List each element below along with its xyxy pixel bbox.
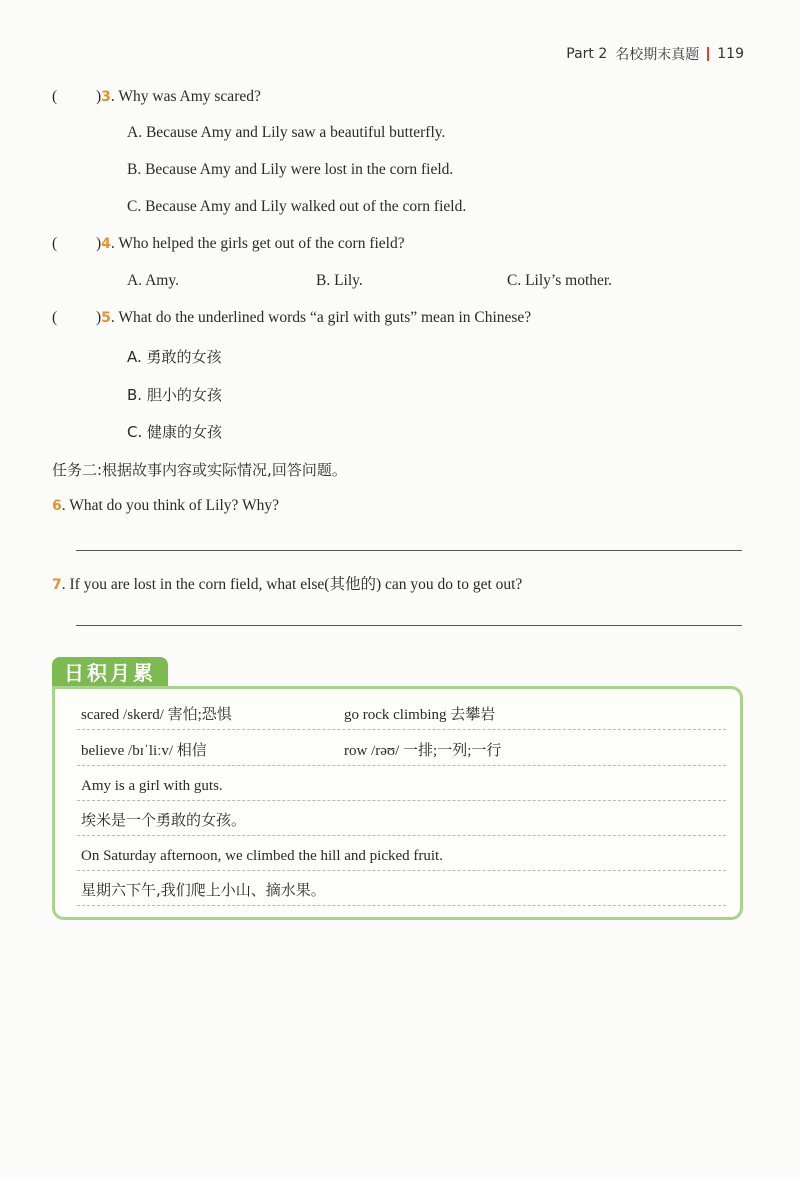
option-4b: B. Lily. — [316, 272, 363, 289]
answer-bracket-close: ) — [96, 235, 102, 252]
task2-title: 任务二:根据故事内容或实际情况,回答问题。 — [52, 461, 347, 479]
option-4a: A. Amy. — [127, 272, 179, 289]
vocab-row — [77, 836, 726, 871]
question-text: . What do you think of Lily? Why? — [61, 497, 279, 514]
vocab-sentence: On Saturday afternoon, we climbed the hill and picked fruit. — [81, 848, 443, 864]
option-5a: A. 勇敢的女孩 — [127, 348, 222, 366]
part-label: Part 2 — [566, 46, 608, 62]
question-4 — [52, 235, 405, 253]
question-3 — [52, 88, 261, 106]
page-number: 119 — [717, 46, 744, 62]
question-number: 7 — [52, 577, 62, 593]
vocab-right: go rock climbing 去攀岩 — [344, 707, 496, 723]
option-3c: C. Because Amy and Lily walked out of the corn field. — [127, 198, 467, 215]
vocab-row — [77, 766, 726, 801]
vocab-title: 日积月累 — [52, 657, 168, 689]
vocab-row — [77, 871, 726, 906]
option-3a: A. Because Amy and Lily saw a beautiful butterfly. — [127, 124, 446, 141]
vocab-row — [77, 801, 726, 836]
vocab-row — [77, 695, 726, 730]
question-6 — [52, 497, 279, 515]
question-5 — [52, 309, 531, 327]
answer-bracket-open: ( — [52, 88, 58, 105]
page-header — [566, 44, 744, 64]
vocab-row — [77, 731, 726, 766]
answer-line-6[interactable] — [76, 550, 742, 551]
section-label: 名校期末真题 — [615, 47, 700, 63]
question-text: . What do the underlined words “a girl with guts” mean in Chinese? — [110, 309, 532, 326]
answer-bracket-close: ) — [96, 88, 102, 105]
question-number: 3 — [101, 89, 111, 105]
vocab-translation: 埃米是一个勇敢的女孩。 — [81, 811, 247, 829]
option-5b: B. 胆小的女孩 — [127, 386, 222, 404]
answer-bracket-open: ( — [52, 309, 58, 326]
vocab-left: believe /bɪˈliːv/ 相信 — [81, 743, 207, 759]
question-text: . Who helped the girls get out of the corn field? — [110, 235, 405, 252]
option-4c: C. Lily’s mother. — [507, 272, 613, 289]
vocab-left: scared /skerd/ 害怕;恐惧 — [81, 707, 232, 723]
vocab-sentence: Amy is a girl with guts. — [81, 778, 223, 794]
answer-bracket-open: ( — [52, 235, 58, 252]
question-text: . Why was Amy scared? — [110, 88, 261, 105]
answer-line-7[interactable] — [76, 625, 742, 626]
question-text: . If you are lost in the corn field, what else(其他的) can you do to get out? — [61, 576, 523, 593]
question-number: 5 — [101, 310, 111, 326]
option-3b: B. Because Amy and Lily were lost in the corn field. — [127, 161, 454, 178]
question-number: 4 — [101, 236, 111, 252]
vocab-translation: 星期六下午,我们爬上小山、摘水果。 — [81, 881, 326, 899]
vocab-right: row /rəʊ/ 一排;一列;一行 — [344, 743, 502, 759]
answer-bracket-close: ) — [96, 309, 102, 326]
question-7 — [52, 572, 522, 594]
vocab-box — [52, 686, 743, 920]
option-5c: C. 健康的女孩 — [127, 423, 223, 441]
header-divider — [707, 47, 709, 61]
question-number: 6 — [52, 498, 62, 514]
